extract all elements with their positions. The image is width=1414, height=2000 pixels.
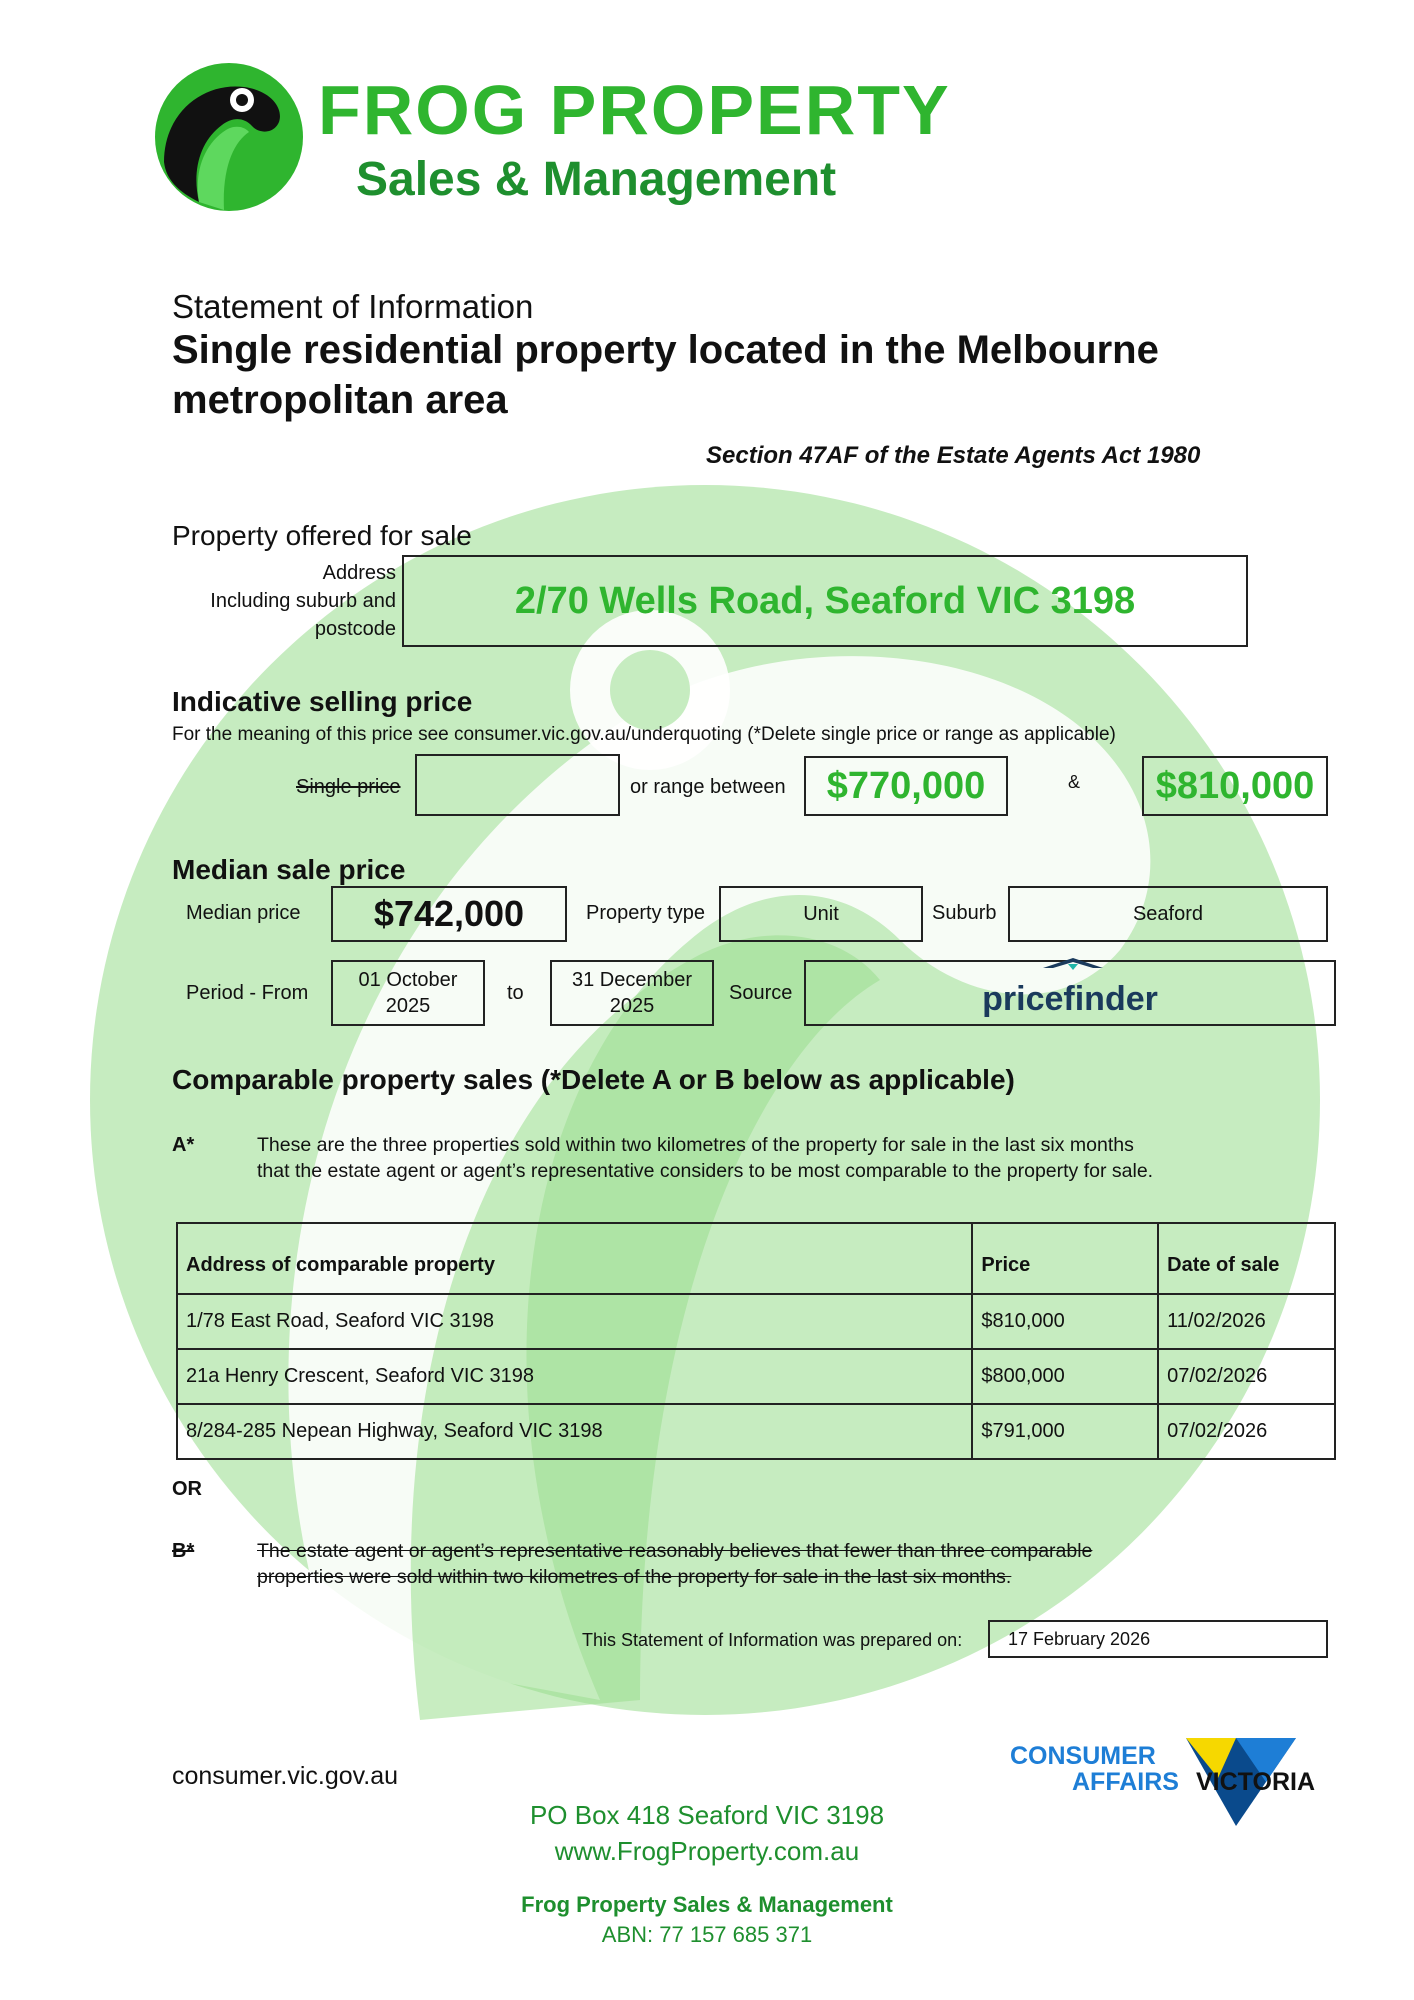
company-abn: ABN: 77 157 685 371 — [601, 1922, 813, 1947]
price-high-field[interactable] — [1142, 756, 1328, 816]
table-header-row — [177, 1223, 1335, 1294]
option-b-marker: B* — [172, 1540, 195, 1562]
comp-address: 8/284-285 Nepean Highway, Seaford VIC 3198 — [177, 1404, 972, 1459]
source-label: Source — [729, 982, 793, 1004]
consumer-website: consumer.vic.gov.au — [172, 1762, 399, 1790]
company-name: Frog Property Sales & Management — [521, 1892, 893, 1917]
comparable-heading: Comparable property sales (*Delete A or B below as applicable) — [172, 1064, 1015, 1095]
col-address-header: Address of comparable property — [177, 1223, 972, 1294]
property-type-label: Property type — [586, 902, 705, 924]
price-heading: Indicative selling price — [172, 686, 473, 717]
frog-website: www.FrogProperty.com.au — [554, 1836, 860, 1866]
statement-subtitle: Statement of Information — [172, 288, 534, 325]
source-field[interactable] — [804, 960, 1336, 1026]
property-address-field[interactable] — [402, 555, 1248, 647]
option-a-marker: A* — [172, 1134, 195, 1156]
page-title-line1: Single residential property located in the Melbourne — [172, 328, 1159, 372]
suburb-field[interactable] — [1008, 886, 1328, 942]
suburb-label: Suburb — [932, 902, 997, 924]
prepared-date-field[interactable] — [988, 1620, 1328, 1658]
comp-address: 21a Henry Crescent, Seaford VIC 3198 — [177, 1349, 972, 1404]
cav-text-1: CONSUMER — [1010, 1742, 1156, 1770]
period-from-line1: 01 October — [358, 969, 458, 991]
suburb: Seaford — [1132, 902, 1204, 925]
period-to-line1: 31 December — [571, 969, 693, 991]
price-high: $810,000 — [1155, 764, 1315, 807]
prepared-label: This Statement of Information was prepared on: — [582, 1630, 963, 1650]
address-label-3: postcode — [314, 618, 396, 640]
brand-tagline: Sales & Management — [356, 153, 837, 206]
option-a-text-1: These are the three properties sold within two kilometres of the property for sale in the last six months — [257, 1134, 1134, 1156]
period-label: Period - From — [186, 982, 309, 1004]
act-reference: Section 47AF of the Estate Agents Act 1980 — [706, 442, 1201, 469]
comp-price: $800,000 — [972, 1349, 1158, 1404]
property-heading: Property offered for sale — [172, 520, 472, 551]
range-label: or range between — [630, 776, 786, 798]
median-price-field[interactable] — [331, 886, 567, 942]
col-date-header: Date of sale — [1158, 1223, 1335, 1294]
property-address: 2/70 Wells Road, Seaford VIC 3198 — [514, 579, 1136, 622]
price-note: For the meaning of this price see consumer.vic.gov.au/underquoting (*Delete single price or range as applicable) — [172, 724, 1116, 745]
single-price-label: Single price — [296, 776, 401, 798]
cav-text-3: VICTORIA — [1196, 1768, 1315, 1796]
page-title-line2: metropolitan area — [172, 378, 508, 422]
option-b-text-2: properties were sold within two kilometres of the property for sale in the last six months. — [257, 1566, 1012, 1588]
median-heading: Median sale price — [172, 854, 406, 885]
range-ampersand: & — [1068, 772, 1081, 792]
price-low-field[interactable] — [804, 756, 1008, 816]
single-price-field[interactable] — [415, 754, 620, 816]
comp-address: 1/78 East Road, Seaford VIC 3198 — [177, 1294, 972, 1349]
property-type: Unit — [803, 902, 839, 925]
comp-price: $791,000 — [972, 1404, 1158, 1459]
period-to-label: to — [507, 982, 524, 1004]
comparable-table — [176, 1222, 1336, 1460]
property-type-field[interactable] — [719, 886, 923, 942]
period-to-field[interactable] — [550, 960, 714, 1026]
comp-date: 07/02/2026 — [1158, 1349, 1335, 1404]
option-b-text-1: The estate agent or agent’s representative reasonably believes that fewer than three comparable — [257, 1540, 1093, 1562]
address-label-2: Including suburb and — [210, 590, 396, 612]
price-low: $770,000 — [826, 764, 986, 807]
table-row — [177, 1404, 1335, 1459]
period-from-line2: 2025 — [385, 995, 431, 1017]
or-separator: OR — [172, 1478, 202, 1500]
median-price: $742,000 — [373, 893, 525, 934]
period-to-line2: 2025 — [609, 995, 655, 1017]
cav-text-2: AFFAIRS — [1072, 1768, 1179, 1796]
option-a-text-2: that the estate agent or agent’s representative considers to be most comparable to the property for sale. — [257, 1160, 1154, 1182]
po-box: PO Box 418 Seaford VIC 3198 — [529, 1800, 885, 1830]
comp-date: 07/02/2026 — [1158, 1404, 1335, 1459]
period-from-field[interactable] — [331, 960, 485, 1026]
median-price-label: Median price — [186, 902, 301, 924]
pricefinder-logo-icon — [1038, 956, 1108, 974]
table-row — [177, 1349, 1335, 1404]
frog-logo-icon — [154, 62, 304, 212]
comp-price: $810,000 — [972, 1294, 1158, 1349]
source-name: pricefinder — [982, 979, 1158, 1018]
col-price-header: Price — [972, 1223, 1158, 1294]
address-label-1: Address — [322, 562, 396, 584]
prepared-date: 17 February 2026 — [1008, 1628, 1151, 1649]
brand-name: FROG PROPERTY — [318, 71, 951, 149]
table-row — [177, 1294, 1335, 1349]
comp-date: 11/02/2026 — [1158, 1294, 1335, 1349]
